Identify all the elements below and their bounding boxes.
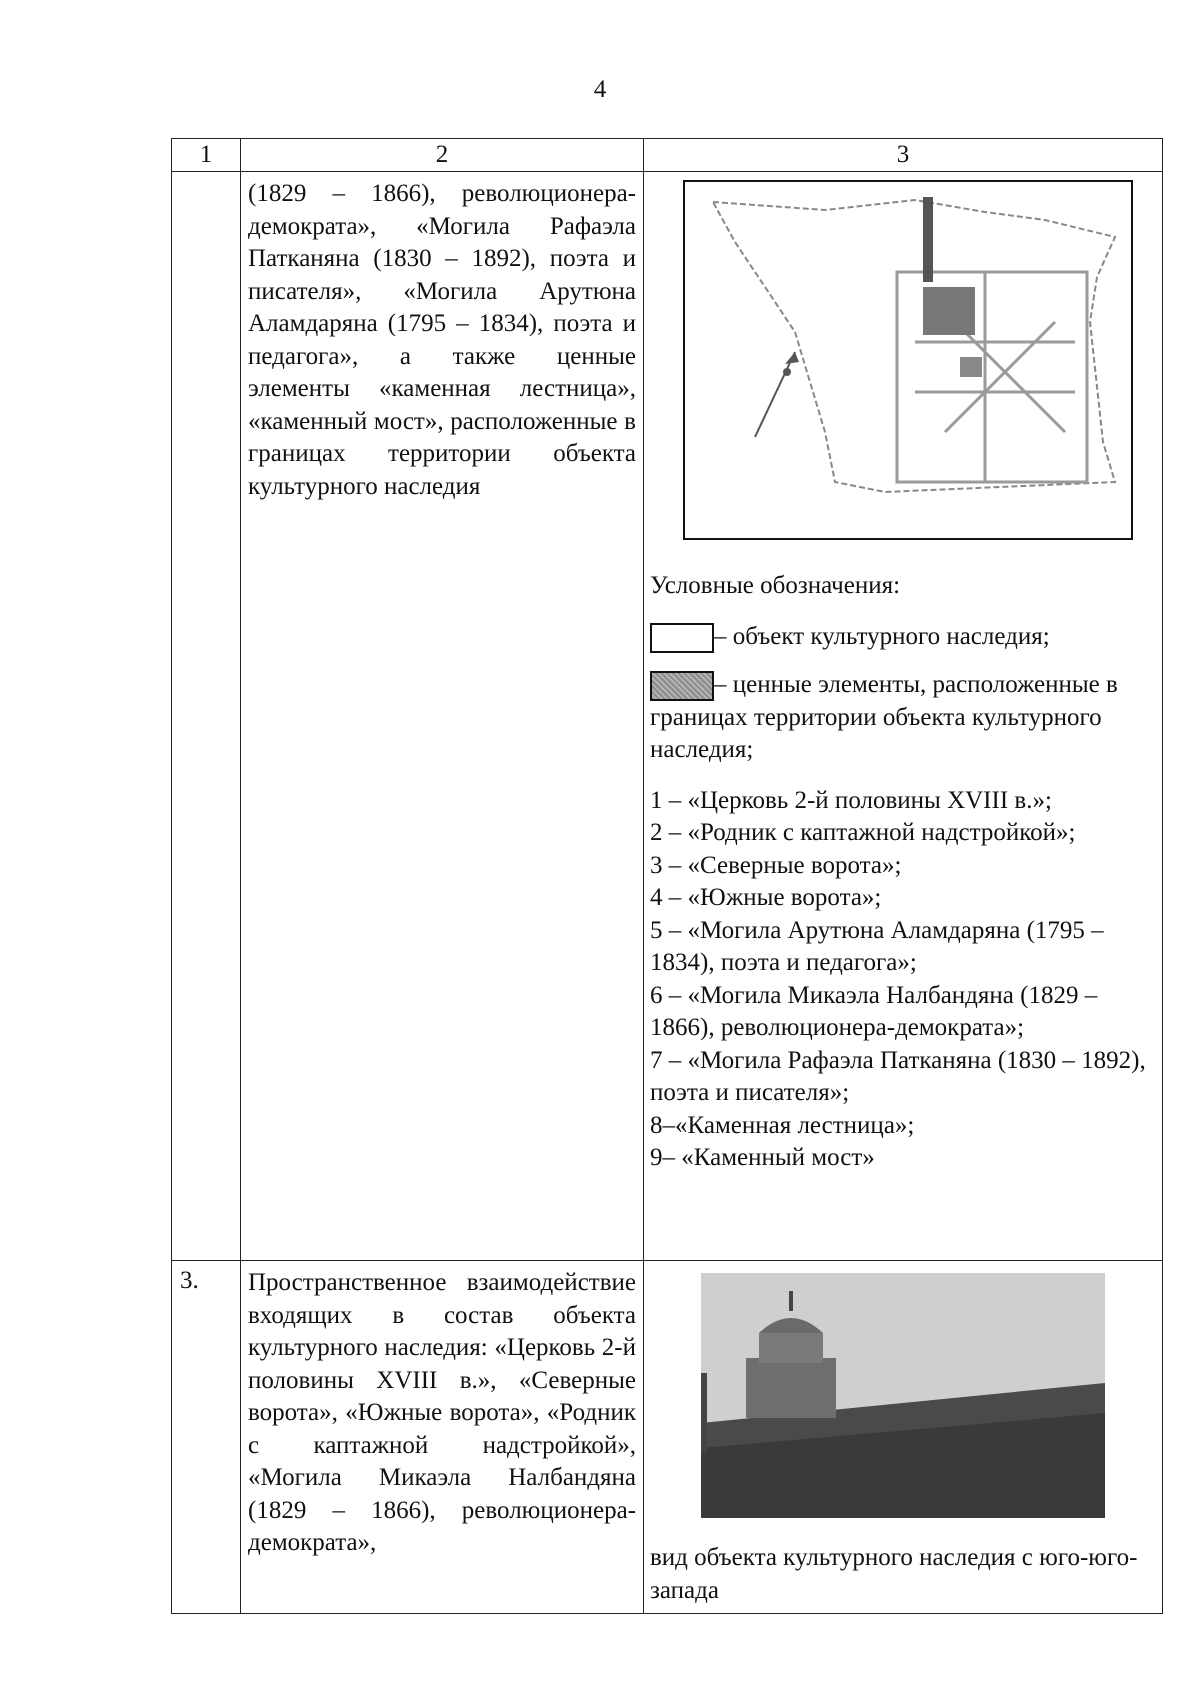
list-item: 8–«Каменная лестница»; <box>650 1111 915 1139</box>
page-number: 4 <box>593 76 607 103</box>
list-item: 2 – «Родник с каптажной надстройкой»; <box>650 819 1076 846</box>
table-row <box>172 1261 1163 1614</box>
header-col-1: 1 <box>172 139 241 172</box>
legend-row-valuable-elements <box>650 669 1156 767</box>
table-header-row <box>172 139 1163 172</box>
row-number: 3. <box>172 1261 241 1614</box>
header-col-3: 3 <box>644 139 1163 172</box>
list-item: 3 – «Северные ворота»; <box>650 851 902 879</box>
legend-title: Условные обозначения: <box>650 572 901 599</box>
legend-text: – объект культурного наследия; <box>714 622 1050 650</box>
list-item: 4 – «Южные ворота»; <box>650 884 882 911</box>
church-photo-drawing <box>701 1273 1105 1518</box>
row-illustration-cell <box>644 172 1163 1261</box>
legend-items <box>650 785 1156 1175</box>
legend-text: – ценные элементы, расположенные в границах территории объекта культурного наследия; <box>650 671 1118 763</box>
legend-row-heritage <box>650 621 1156 654</box>
header-col-2: 2 <box>241 139 644 172</box>
site-plan-drawing <box>685 182 1131 538</box>
legend-swatch-white <box>650 623 714 653</box>
list-item: 1 – «Церковь 2-й половины XVIII в.»; <box>650 786 1052 814</box>
photo-caption: вид объекта культурного наследия с юго-юго-запада <box>650 1544 1138 1604</box>
legend-swatch-grey <box>650 671 714 701</box>
heritage-table <box>171 138 1163 1614</box>
list-item: 7 – «Могила Рафаэла Патканяна (1830 – 1892), поэта и писателя»; <box>650 1046 1153 1106</box>
row-description: (1829 – 1866), революционера-демократа», «Могила Рафаэла Патканяна (1830 – 1892), поэта и писателя», «Могила Арутюна Аламдаряна (1795 – 1834), поэта и педагога», а также ценные элементы «каменная лестница», «каменный мост», расположенные в границах территории объекта культурного наследия <box>241 172 644 1261</box>
church-photo-icon <box>701 1273 1105 1518</box>
row-illustration-cell <box>644 1261 1163 1614</box>
list-item: 6 – «Могила Микаэла Налбандяна (1829 – 1866), революционера-демократа»; <box>650 981 1104 1041</box>
row-number <box>172 172 241 1261</box>
row-description: Пространственное взаимодействие входящих в состав объекта культурного наследия: «Церковь 2-й половины XVIII в.», «Северные ворота», «Южные ворота», «Родник с каптажной надстройкой», «Могила Микаэла Налбандяна (1829 – 1866), революционера-демократа», <box>241 1261 644 1614</box>
list-item: 9– «Каменный мост» <box>650 1144 875 1171</box>
site-plan-map-icon <box>683 180 1133 540</box>
list-item: 5 – «Могила Арутюна Аламдаряна (1795 – 1834), поэта и педагога»; <box>650 916 1110 976</box>
table-row <box>172 172 1163 1261</box>
